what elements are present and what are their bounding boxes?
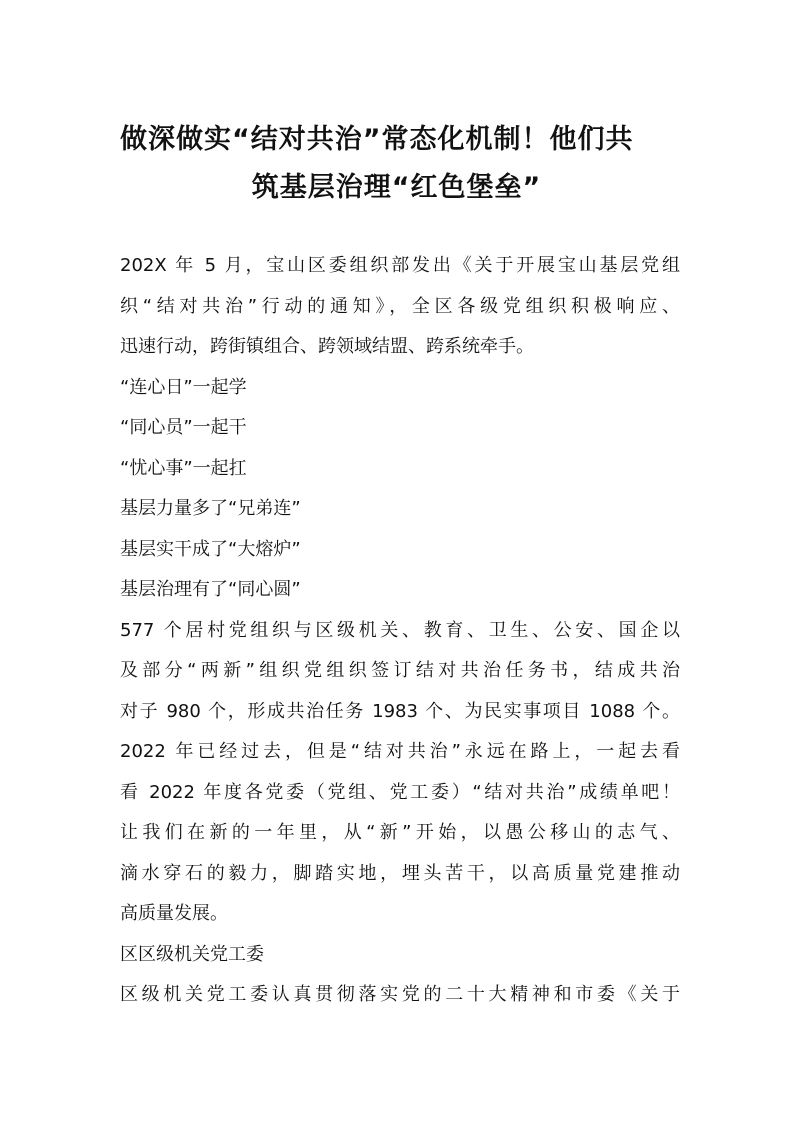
body-line: “同心员”一起干 [120, 417, 247, 438]
body-line: 看 2022 年度各党委（党组、党工委）“结对共治”成绩单吧！ [120, 781, 680, 803]
body-line: 滴水穿石的毅力，脚踏实地，埋头苦干，以高质量党建推动 [120, 862, 680, 884]
document-title-line-2: 筑基层治理“红色堡垒” [251, 172, 542, 203]
body-line: 202X 年 5 月，宝山区委组织部发出《关于开展宝山基层党组 [120, 255, 680, 276]
body-line: 区级机关党工委认真贯彻落实党的二十大精神和市委《关于 [120, 984, 680, 1005]
body-line: 让我们在新的一年里，从“新”开始，以愚公移山的志气、 [120, 822, 680, 843]
body-line: 高质量发展。 [120, 903, 228, 924]
body-line: “忧心事”一起扛 [120, 457, 247, 479]
document-body [120, 246, 680, 1016]
body-line: 织“结对共治”行动的通知》，全区各级党组织积极响应、 [120, 295, 680, 317]
body-line: 迅速行动，跨街镇组合、跨领域结盟、跨系统牵手。 [120, 336, 534, 357]
body-line: “连心日”一起学 [120, 376, 247, 398]
body-line: 577 个居村党组织与区级机关、教育、卫生、公安、国企以 [120, 619, 680, 641]
body-line: 基层治理有了“同心圆” [120, 579, 301, 600]
body-line: 区区级机关党工委 [120, 943, 264, 965]
body-line: 基层力量多了“兄弟连” [120, 498, 301, 519]
body-line: 及部分“两新”组织党组织签订结对共治任务书，结成共治 [120, 660, 680, 681]
body-line: 对子 980 个，形成共治任务 1983 个、为民实事项目 1088 个。 [120, 700, 680, 722]
body-line: 基层实干成了“大熔炉” [120, 538, 301, 560]
document-title-line-1: 做深做实“结对共治”常态化机制！他们共 [120, 124, 634, 155]
body-line: 2022 年已经过去，但是“结对共治”永远在路上，一起去看 [120, 741, 680, 762]
